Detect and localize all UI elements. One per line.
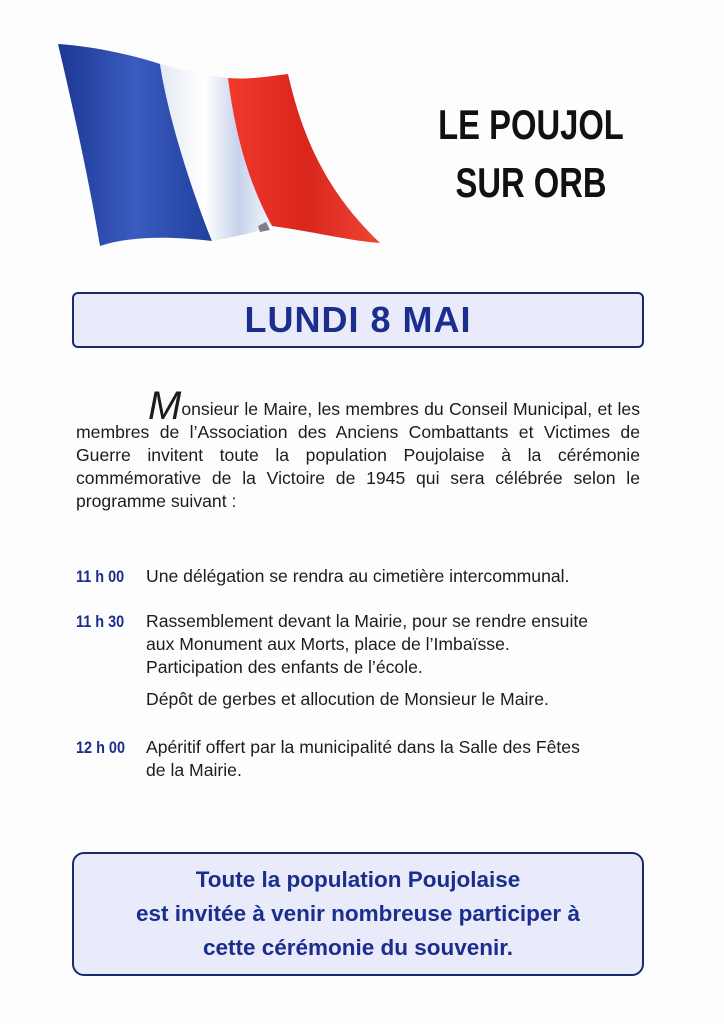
french-flag-image: [50, 36, 390, 251]
program-text: Une délégation se rendra au cimetière intercommunal.: [146, 566, 570, 586]
date-banner: [72, 292, 644, 348]
program-text: Participation des enfants de l’école.: [146, 657, 423, 677]
program-time: 11 h 30: [76, 612, 125, 631]
closing-line: Toute la population Poujolaise: [195, 867, 521, 892]
program-time: 11 h 00: [76, 567, 125, 586]
program-text: Apéritif offert par la municipalité dans la Salle des Fêtes: [146, 737, 580, 757]
program-extra-text: Dépôt de gerbes et allocution de Monsieur le Maire.: [146, 689, 549, 709]
date-banner-text: LUNDI 8 MAI: [244, 299, 472, 340]
intro-dropcap: M: [148, 384, 182, 428]
program-text: Rassemblement devant la Mairie, pour se rendre ensuite: [146, 611, 589, 631]
town-name-line2: SUR ORB: [455, 159, 607, 206]
town-name: [426, 96, 637, 212]
closing-banner: [72, 852, 644, 976]
intro-paragraph: [76, 384, 640, 513]
town-name-line1: LE POUJOL: [438, 101, 624, 148]
closing-line: cette cérémonie du souvenir.: [202, 935, 514, 960]
program-time: 12 h 00: [76, 738, 126, 757]
program-text: de la Mairie.: [146, 760, 242, 780]
closing-line: est invitée à venir nombreuse participer à: [136, 901, 580, 926]
program-text: aux Monument aux Morts, place de l’Imbaïsse.: [146, 634, 510, 654]
intro-text: onsieur le Maire, les membres du Conseil Municipal, et les membres de l’Association des Anciens Combattants et Victimes de Guerre invitent toute la population Poujolaise à la cérémonie commémorative de la Victoire de 1945 qui sera célébrée selon le programme suivant :: [76, 399, 640, 511]
